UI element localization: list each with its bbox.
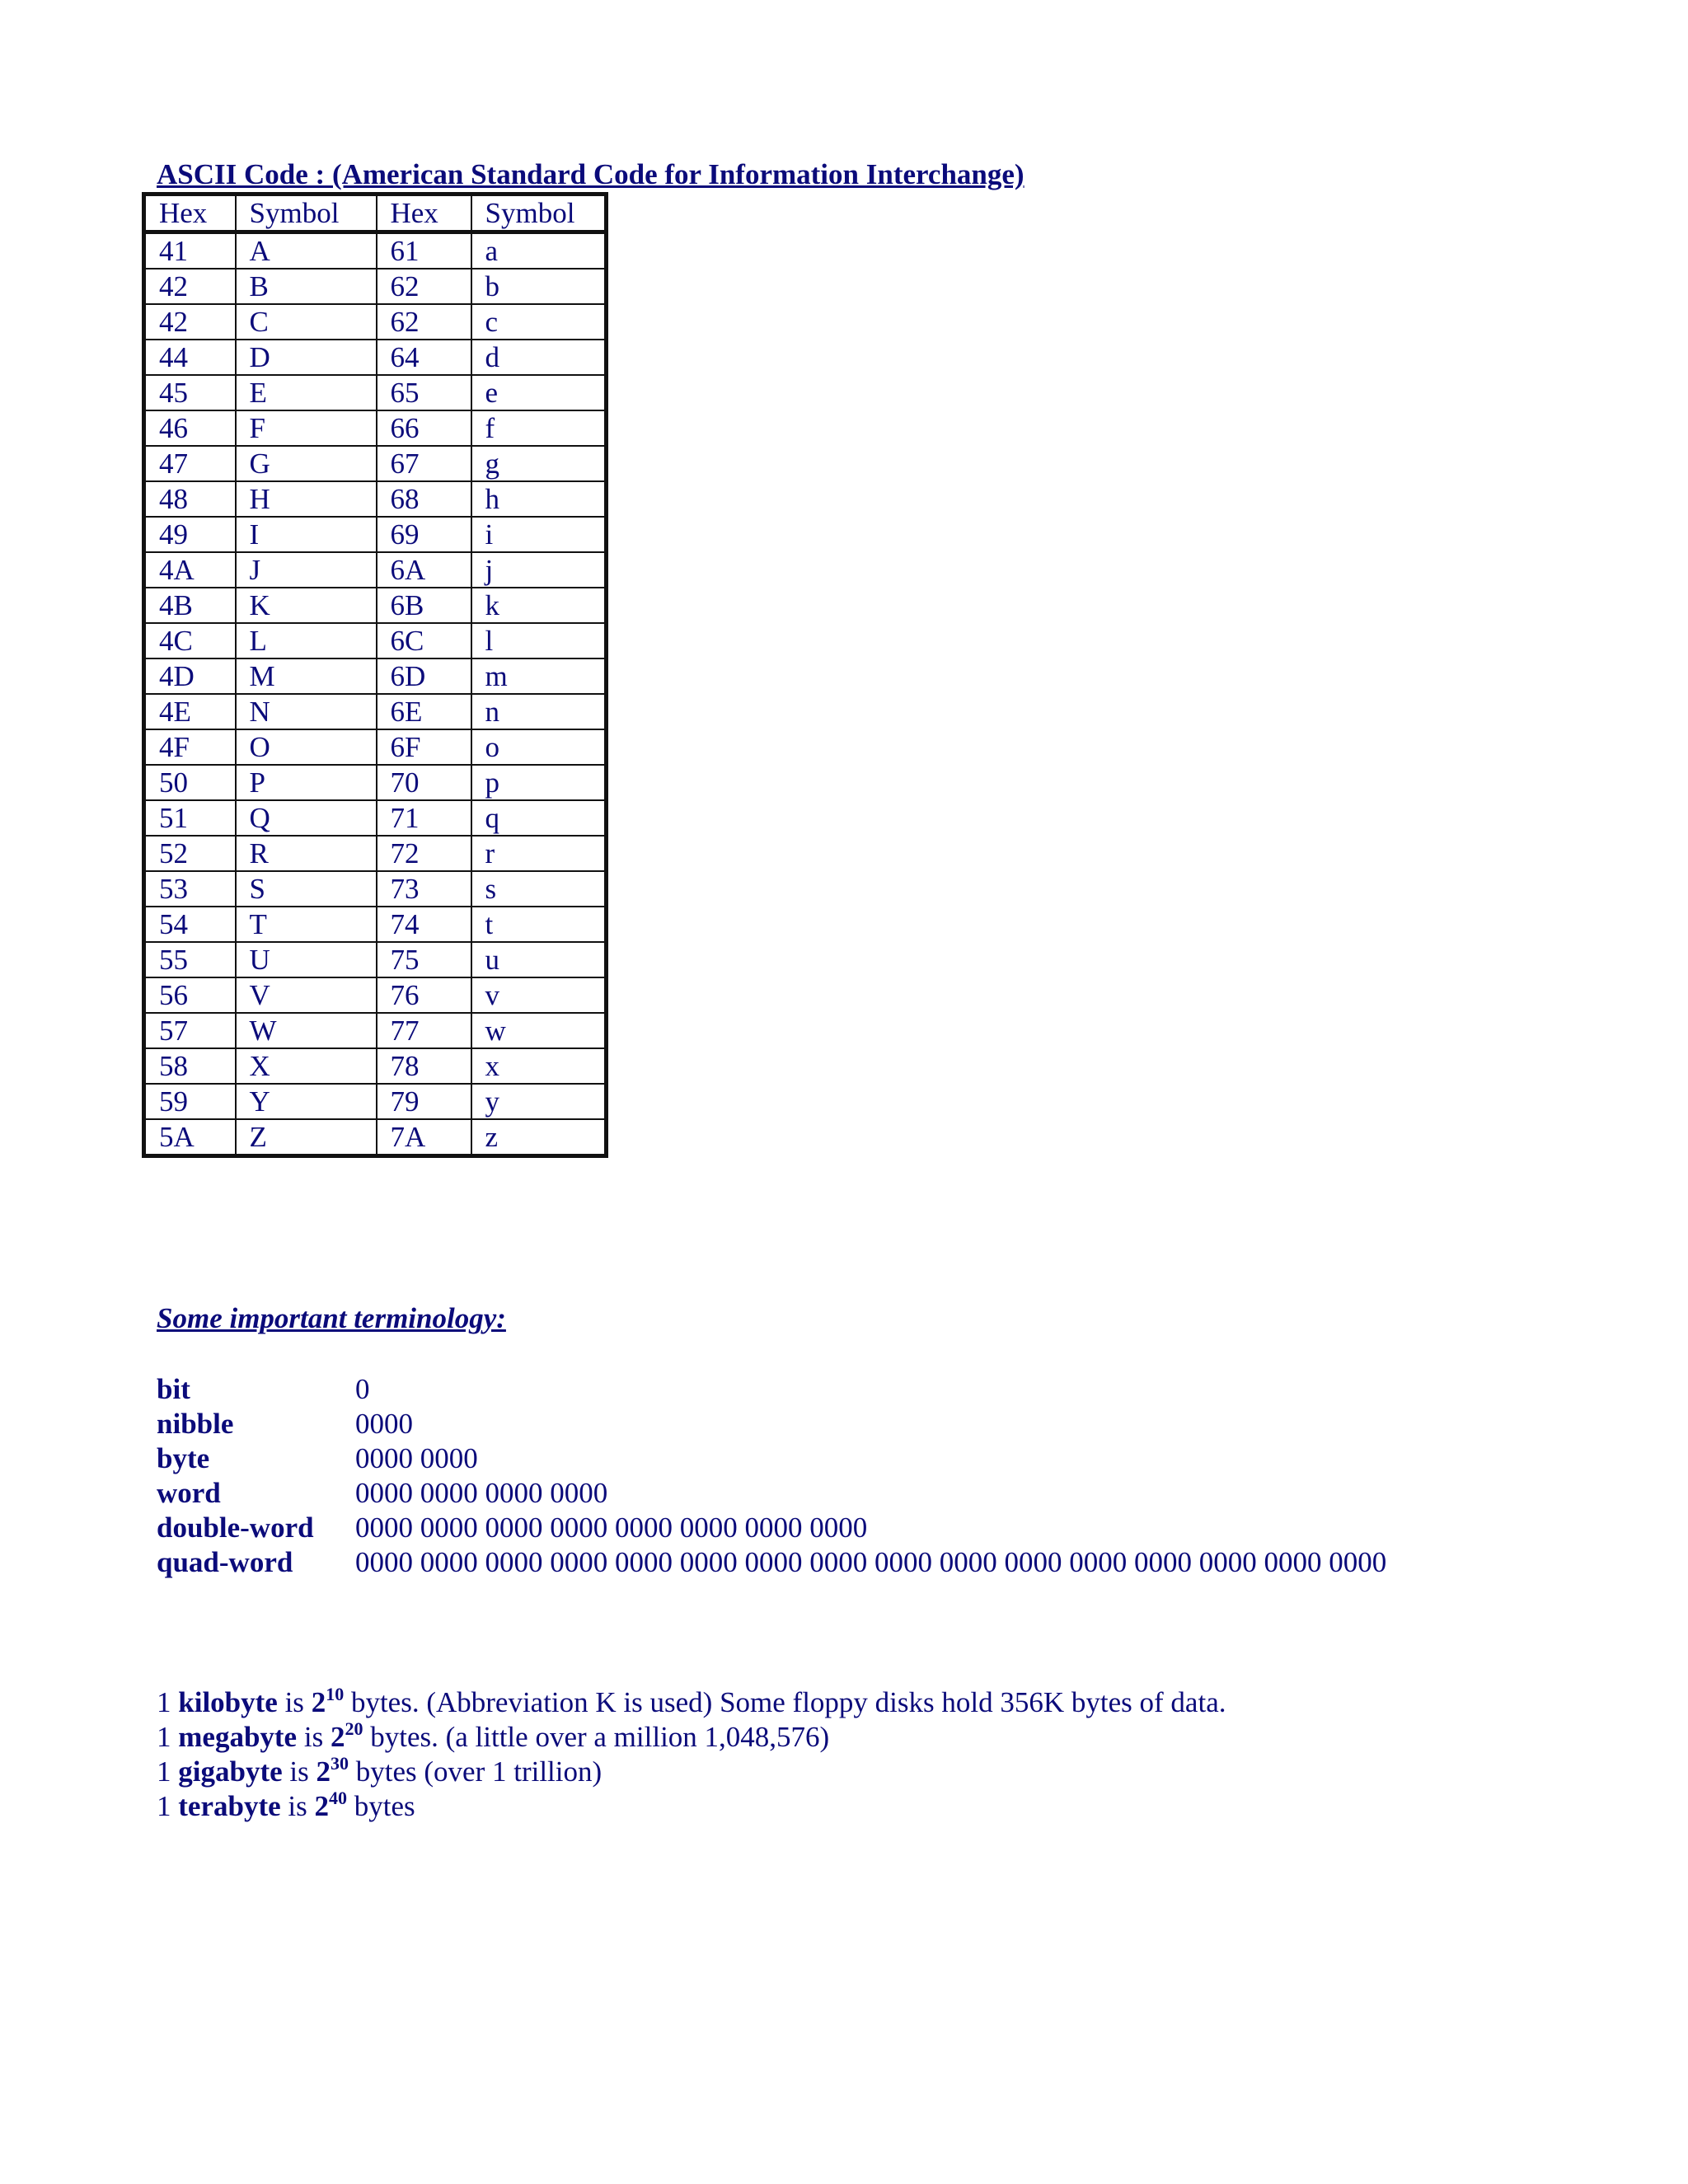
hex-cell: 62	[377, 304, 471, 340]
symbol-cell: E	[236, 375, 377, 410]
symbol-cell: b	[471, 269, 607, 304]
symbol-cell: v	[471, 977, 607, 1013]
symbol-cell: y	[471, 1084, 607, 1119]
table-row	[144, 340, 607, 375]
symbol-cell: a	[471, 232, 607, 269]
hex-cell: 42	[144, 304, 236, 340]
term-value: 0000	[355, 1408, 413, 1440]
hex-cell: 58	[144, 1048, 236, 1084]
hex-cell: 4C	[144, 623, 236, 658]
unit-prefix: 1	[157, 1790, 179, 1822]
term-name: byte	[157, 1442, 210, 1474]
ascii-table	[142, 192, 608, 1158]
power-exponent: 30	[331, 1753, 349, 1774]
term-row	[157, 1407, 1386, 1441]
symbol-cell: e	[471, 375, 607, 410]
symbol-cell: j	[471, 552, 607, 588]
symbol-cell: w	[471, 1013, 607, 1048]
hex-cell: 6D	[377, 658, 471, 694]
hex-cell: 70	[377, 765, 471, 800]
unit-is: is	[280, 1790, 315, 1822]
symbol-cell: F	[236, 410, 377, 446]
page-title: ASCII Code : (American Standard Code for Information Interchange)	[157, 158, 1025, 190]
hex-cell: 59	[144, 1084, 236, 1119]
unit-description: bytes (over 1 trillion)	[349, 1755, 603, 1788]
symbol-cell: L	[236, 623, 377, 658]
hex-cell: 50	[144, 765, 236, 800]
hex-cell: 67	[377, 446, 471, 481]
table-row	[144, 977, 607, 1013]
hex-cell: 42	[144, 269, 236, 304]
symbol-cell: g	[471, 446, 607, 481]
symbol-cell: S	[236, 871, 377, 907]
symbol-cell: C	[236, 304, 377, 340]
hex-cell: 7A	[377, 1119, 471, 1156]
symbol-cell: B	[236, 269, 377, 304]
unit-prefix: 1	[157, 1721, 179, 1753]
term-name: word	[157, 1477, 221, 1509]
hex-cell: 4B	[144, 588, 236, 623]
hex-cell: 6A	[377, 552, 471, 588]
symbol-cell: U	[236, 942, 377, 977]
hex-cell: 51	[144, 800, 236, 836]
symbol-cell: G	[236, 446, 377, 481]
symbol-cell: D	[236, 340, 377, 375]
unit-description: bytes. (a little over a million 1,048,576)	[363, 1721, 830, 1753]
symbol-cell: n	[471, 694, 607, 729]
symbol-cell: o	[471, 729, 607, 765]
symbol-cell: d	[471, 340, 607, 375]
table-row	[144, 871, 607, 907]
unit-is: is	[277, 1686, 312, 1718]
symbol-cell: R	[236, 836, 377, 871]
hex-cell: 69	[377, 517, 471, 552]
unit-is: is	[282, 1755, 316, 1788]
hex-cell: 52	[144, 836, 236, 871]
symbol-cell: h	[471, 481, 607, 517]
byte-units-list	[157, 1685, 1226, 1824]
term-value: 0000 0000 0000 0000 0000 0000 0000 0000	[355, 1511, 868, 1544]
symbol-cell: t	[471, 907, 607, 942]
hex-cell: 55	[144, 942, 236, 977]
hex-cell: 68	[377, 481, 471, 517]
hex-cell: 46	[144, 410, 236, 446]
hex-cell: 5A	[144, 1119, 236, 1156]
symbol-cell: V	[236, 977, 377, 1013]
term-row	[157, 1476, 1386, 1511]
table-row	[144, 800, 607, 836]
hex-cell: 75	[377, 942, 471, 977]
term-name: bit	[157, 1373, 190, 1405]
table-row	[144, 446, 607, 481]
table-row	[144, 304, 607, 340]
symbol-cell: u	[471, 942, 607, 977]
symbol-cell: p	[471, 765, 607, 800]
unit-row	[157, 1685, 1226, 1720]
hex-cell: 48	[144, 481, 236, 517]
symbol-cell: x	[471, 1048, 607, 1084]
terminology-heading: Some important terminology:	[157, 1302, 506, 1334]
hex-cell: 78	[377, 1048, 471, 1084]
column-header-hex: Hex	[144, 194, 236, 232]
term-value: 0000 0000 0000 0000	[355, 1477, 608, 1509]
hex-cell: 54	[144, 907, 236, 942]
power-base: 2	[316, 1755, 331, 1788]
hex-cell: 64	[377, 340, 471, 375]
unit-name: kilobyte	[178, 1686, 278, 1718]
term-name: quad-word	[157, 1546, 293, 1578]
table-row	[144, 232, 607, 269]
symbol-cell: A	[236, 232, 377, 269]
symbol-cell: P	[236, 765, 377, 800]
column-header-symbol: Symbol	[236, 194, 377, 232]
hex-cell: 72	[377, 836, 471, 871]
symbol-cell: c	[471, 304, 607, 340]
hex-cell: 65	[377, 375, 471, 410]
symbol-cell: W	[236, 1013, 377, 1048]
term-value: 0000 0000	[355, 1442, 478, 1474]
table-row	[144, 375, 607, 410]
power-exponent: 10	[326, 1684, 345, 1704]
hex-cell: 61	[377, 232, 471, 269]
unit-prefix: 1	[157, 1686, 179, 1718]
term-row	[157, 1545, 1386, 1580]
hex-cell: 6B	[377, 588, 471, 623]
column-header-hex: Hex	[377, 194, 471, 232]
symbol-cell: Y	[236, 1084, 377, 1119]
table-row	[144, 269, 607, 304]
table-row	[144, 1013, 607, 1048]
unit-prefix: 1	[157, 1755, 179, 1788]
symbol-cell: J	[236, 552, 377, 588]
unit-name: megabyte	[178, 1721, 298, 1753]
power-base: 2	[311, 1686, 326, 1718]
unit-name: gigabyte	[178, 1755, 283, 1788]
symbol-cell: i	[471, 517, 607, 552]
symbol-cell: m	[471, 658, 607, 694]
hex-cell: 6E	[377, 694, 471, 729]
table-row	[144, 942, 607, 977]
hex-cell: 6C	[377, 623, 471, 658]
term-value: 0000 0000 0000 0000 0000 0000 0000 0000 0000 0000 0000 0000 0000 0000 0000 0000	[355, 1546, 1387, 1578]
hex-cell: 71	[377, 800, 471, 836]
term-row	[157, 1511, 1386, 1545]
symbol-cell: r	[471, 836, 607, 871]
symbol-cell: M	[236, 658, 377, 694]
symbol-cell: X	[236, 1048, 377, 1084]
column-header-symbol: Symbol	[471, 194, 607, 232]
table-row	[144, 836, 607, 871]
table-row	[144, 623, 607, 658]
power-base: 2	[314, 1790, 329, 1822]
hex-cell: 56	[144, 977, 236, 1013]
table-row	[144, 1119, 607, 1156]
hex-cell: 6F	[377, 729, 471, 765]
table-row	[144, 907, 607, 942]
symbol-cell: Q	[236, 800, 377, 836]
symbol-cell: N	[236, 694, 377, 729]
hex-cell: 79	[377, 1084, 471, 1119]
hex-cell: 76	[377, 977, 471, 1013]
hex-cell: 77	[377, 1013, 471, 1048]
symbol-cell: s	[471, 871, 607, 907]
hex-cell: 4E	[144, 694, 236, 729]
hex-cell: 41	[144, 232, 236, 269]
table-header-row	[144, 194, 607, 232]
table-row	[144, 765, 607, 800]
table-row	[144, 729, 607, 765]
hex-cell: 73	[377, 871, 471, 907]
symbol-cell: l	[471, 623, 607, 658]
hex-cell: 44	[144, 340, 236, 375]
symbol-cell: T	[236, 907, 377, 942]
hex-cell: 66	[377, 410, 471, 446]
term-value: 0	[355, 1373, 370, 1405]
hex-cell: 47	[144, 446, 236, 481]
unit-description: bytes	[347, 1790, 415, 1822]
power-exponent: 40	[329, 1788, 347, 1808]
unit-description: bytes. (Abbreviation K is used) Some floppy disks hold 356K bytes of data.	[344, 1686, 1226, 1718]
table-row	[144, 552, 607, 588]
symbol-cell: k	[471, 588, 607, 623]
hex-cell: 49	[144, 517, 236, 552]
term-name: nibble	[157, 1408, 234, 1440]
hex-cell: 4F	[144, 729, 236, 765]
hex-cell: 45	[144, 375, 236, 410]
table-body	[144, 232, 607, 1156]
unit-row	[157, 1755, 1226, 1789]
power-exponent: 20	[345, 1718, 363, 1739]
table-row	[144, 658, 607, 694]
power-base: 2	[330, 1721, 345, 1753]
symbol-cell: I	[236, 517, 377, 552]
table-row	[144, 694, 607, 729]
term-row	[157, 1372, 1386, 1407]
unit-row	[157, 1720, 1226, 1755]
hex-cell: 53	[144, 871, 236, 907]
symbol-cell: K	[236, 588, 377, 623]
table-row	[144, 1048, 607, 1084]
unit-row	[157, 1789, 1226, 1824]
table-row	[144, 517, 607, 552]
hex-cell: 4A	[144, 552, 236, 588]
table-row	[144, 410, 607, 446]
term-row	[157, 1441, 1386, 1476]
symbol-cell: H	[236, 481, 377, 517]
table-row	[144, 588, 607, 623]
symbol-cell: f	[471, 410, 607, 446]
hex-cell: 57	[144, 1013, 236, 1048]
symbol-cell: Z	[236, 1119, 377, 1156]
symbol-cell: O	[236, 729, 377, 765]
hex-cell: 4D	[144, 658, 236, 694]
symbol-cell: z	[471, 1119, 607, 1156]
table-row	[144, 1084, 607, 1119]
unit-is: is	[297, 1721, 331, 1753]
hex-cell: 62	[377, 269, 471, 304]
symbol-cell: q	[471, 800, 607, 836]
terminology-list	[157, 1372, 1386, 1580]
unit-name: terabyte	[178, 1790, 281, 1822]
hex-cell: 74	[377, 907, 471, 942]
table-row	[144, 481, 607, 517]
term-name: double-word	[157, 1511, 314, 1544]
